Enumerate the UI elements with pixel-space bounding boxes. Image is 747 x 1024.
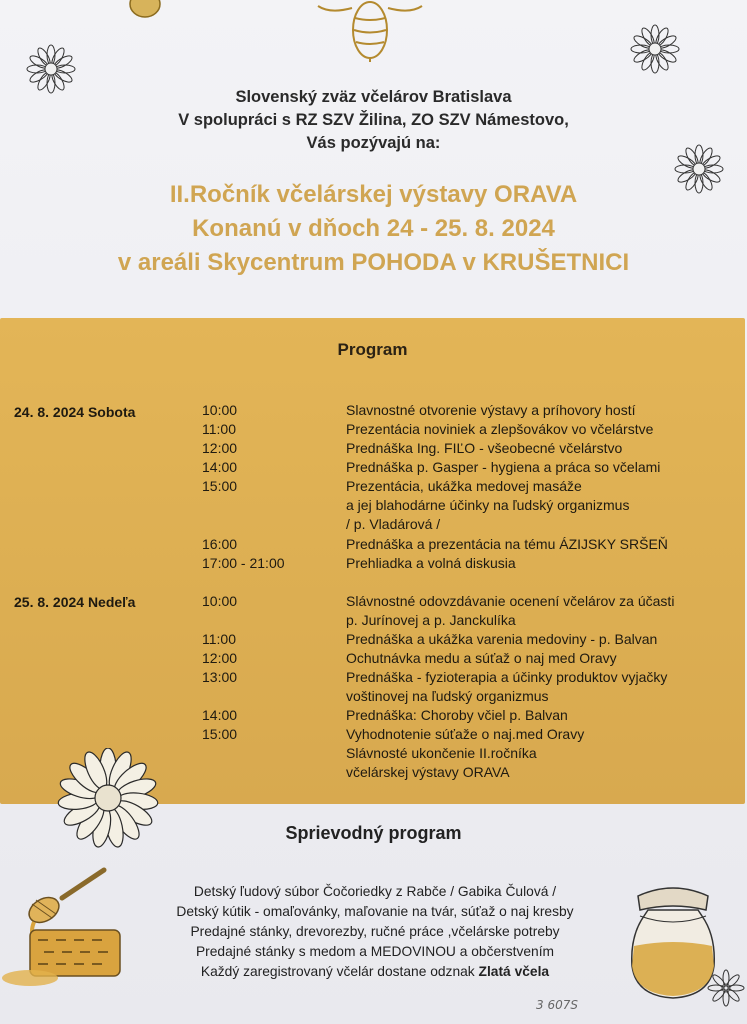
event-dates: Konanú v dňoch 24 - 25. 8. 2024	[192, 215, 555, 242]
day-label-sunday: 25. 8. 2024 Nedeľa	[14, 594, 136, 610]
schedule-time: 11:00	[202, 631, 236, 647]
schedule-time: 14:00	[202, 459, 238, 475]
handwritten-note: 3 607S	[536, 998, 578, 1012]
side-program-line: Detský ľudový súbor Čočoriedky z Rabče / Gabika Čulová /	[193, 884, 557, 899]
side-program-line: Predajné stánky s medom a MEDOVINOU a občerstvením	[195, 944, 555, 959]
schedule-item: Slávnosté ukončenie II.ročníka	[346, 745, 537, 761]
side-program-list	[140, 882, 610, 982]
schedule-time: 10:00	[202, 593, 238, 609]
schedule-time: 10:00	[202, 402, 238, 418]
coin-decoration-icon	[128, 0, 162, 20]
event-title-block	[0, 178, 747, 280]
side-program-last-prefix: Každý zaregistrovaný včelár dostane odznak	[200, 964, 479, 979]
schedule-time: 15:00	[202, 726, 238, 742]
schedule-item: Slavnostné otvorenie výstavy a príhovory hostí	[346, 402, 636, 418]
event-location: v areáli Skycentrum POHODA v KRUŠETNICI	[117, 249, 630, 276]
schedule-time: 16:00	[202, 536, 238, 552]
schedule-time: 12:00	[202, 440, 238, 456]
schedule-time: 11:00	[202, 421, 236, 437]
side-program-line-last	[140, 962, 610, 982]
organizer-block	[0, 86, 747, 155]
schedule-time: 14:00	[202, 707, 238, 723]
schedule-item: Prednáška - fyzioterapia a účinky produktov vyjačky	[346, 669, 668, 685]
organizer-line-3: Vás pozývajú na:	[306, 134, 441, 152]
side-program-line: Detský kútik - omaľovánky, maľovanie na tvár, súťaž o naj kresby	[176, 904, 574, 919]
schedule-item: Prezentácia noviniek a zlepšovákov vo včelárstve	[346, 421, 654, 437]
honey-dipper-illustration	[0, 860, 130, 990]
schedule-time: 15:00	[202, 478, 238, 494]
schedule-item: a jej blahodárne účinky na ľudský organizmus	[346, 497, 630, 513]
bee-illustration	[300, 0, 440, 62]
day-label-saturday: 24. 8. 2024 Sobota	[14, 404, 136, 420]
schedule-item: Prednáška: Choroby včiel p. Balvan	[346, 707, 568, 723]
badge-name: Zlatá včela	[478, 964, 550, 979]
schedule-item: včelárskej výstavy ORAVA	[346, 764, 510, 780]
schedule-item: Prednáška a prezentácia na tému ÁZIJSKY SRŠEŇ	[346, 536, 668, 552]
schedule-item: p. Jurínovej a p. Janckulíka	[346, 612, 516, 628]
daisy-icon	[628, 24, 682, 74]
daisy-icon	[706, 968, 746, 1008]
program-heading: Program	[337, 340, 408, 359]
schedule-time: 13:00	[202, 669, 238, 685]
schedule-item: / p. Vladárová /	[346, 516, 441, 532]
organizer-line-2: V spolupráci s RZ SZV Žilina, ZO SZV Námestovo,	[178, 111, 569, 129]
schedule-item: Prezentácia, ukážka medovej masáže	[346, 478, 582, 494]
event-title: II.Ročník včelárskej výstavy ORAVA	[169, 181, 578, 208]
schedule-item: Prednáška Ing. FIĽO - všeobecné včelárstvo	[346, 440, 623, 456]
organizer-line-1: Slovenský zväz včelárov Bratislava	[235, 88, 512, 106]
schedule-item: Prehliadka a volná diskusia	[346, 555, 516, 571]
schedule-item: Slávnostné odovzdávanie ocenení včelárov za účasti	[346, 593, 675, 609]
schedule-item: voštinovej na ľudský organizmus	[346, 688, 549, 704]
schedule-item: Vyhodnotenie súťaže o naj.med Oravy	[346, 726, 585, 742]
side-program-heading: Sprievodný program	[285, 823, 462, 843]
schedule-time: 12:00	[202, 650, 238, 666]
schedule-item: Prednáška a ukážka varenia medoviny - p. Balvan	[346, 631, 658, 647]
schedule-time: 17:00 - 21:00	[202, 555, 285, 571]
schedule-item: Prednáška p. Gasper - hygiena a práca so včelami	[346, 459, 661, 475]
side-program-line: Predajné stánky, drevorezby, ručné práce ,včelárske potreby	[190, 924, 560, 939]
schedule-item: Ochutnávka medu a súťaž o naj med Oravy	[346, 650, 617, 666]
